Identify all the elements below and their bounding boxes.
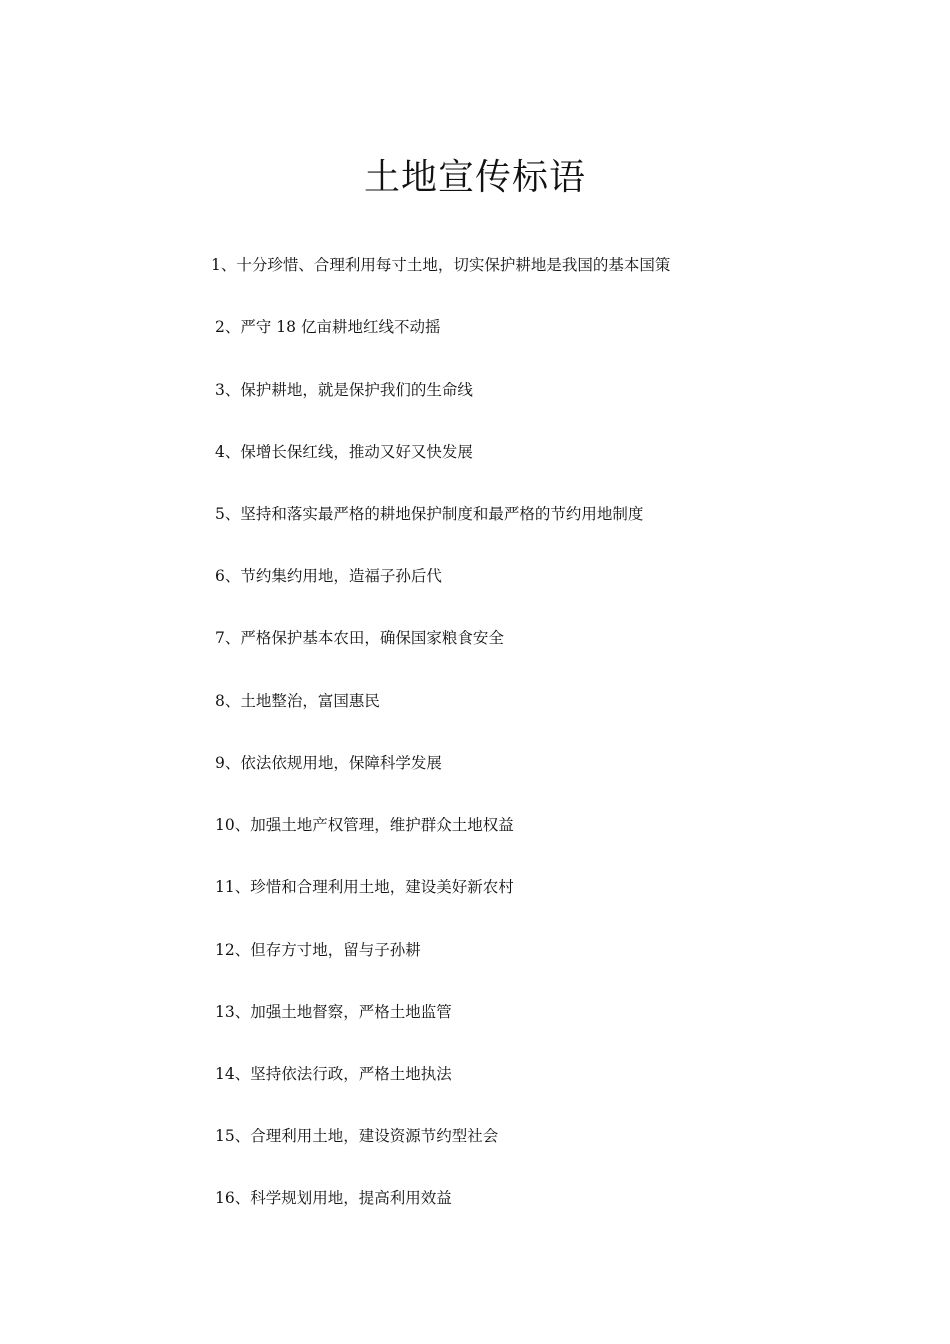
slogan-item-4: 4、保增长保红线，推动又好又快发展: [215, 443, 473, 461]
slogan-item-9: 9、依法依规用地，保障科学发展: [215, 754, 442, 772]
slogan-item-10: 10、加强土地产权管理，维护群众土地权益: [215, 816, 514, 834]
slogan-item-2: 2、严守 18 亿亩耕地红线不动摇: [215, 318, 441, 336]
slogan-item-8: 8、土地整治，富国惠民: [215, 692, 380, 710]
page-title: 土地宣传标语: [363, 157, 586, 198]
slogan-item-11: 11、珍惜和合理利用土地，建设美好新农村: [215, 878, 514, 896]
slogan-item-16: 16、科学规划用地，提高利用效益: [215, 1189, 452, 1207]
slogan-item-13: 13、加强土地督察，严格土地监管: [215, 1003, 452, 1021]
slogan-item-5: 5、坚持和落实最严格的耕地保护制度和最严格的节约用地制度: [215, 505, 644, 523]
slogan-item-6: 6、节约集约用地，造福子孙后代: [215, 567, 442, 585]
slogan-item-7: 7、严格保护基本农田，确保国家粮食安全: [215, 629, 504, 647]
slogan-item-12: 12、但存方寸地，留与子孙耕: [215, 941, 421, 959]
slogan-item-1: 1、十分珍惜、合理利用每寸土地，切实保护耕地是我国的基本国策: [211, 256, 671, 274]
slogan-item-14: 14、坚持依法行政，严格土地执法: [215, 1065, 452, 1083]
slogan-item-3: 3、保护耕地，就是保护我们的生命线: [215, 381, 473, 399]
slogan-item-15: 15、合理利用土地，建设资源节约型社会: [215, 1127, 499, 1145]
